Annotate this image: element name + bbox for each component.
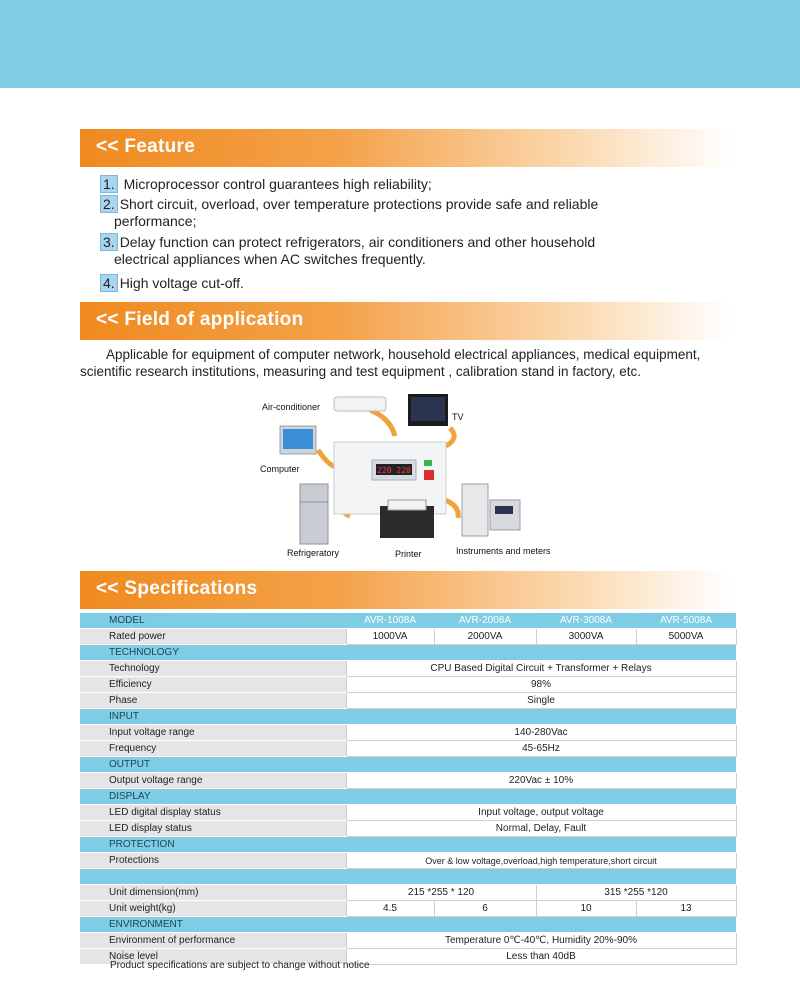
disclaimer-note: Product specifications are subject to change without notice — [110, 960, 370, 971]
printer-icon — [380, 506, 434, 538]
cell-label: LED digital display status — [80, 805, 346, 821]
application-diagram — [250, 388, 570, 568]
cell-label: Environment of performance — [80, 933, 346, 949]
feature-number: 1. — [100, 175, 118, 193]
table-row-rated-power — [80, 629, 736, 645]
cell-value: 4.5 — [346, 901, 434, 917]
label-refrigeratory: Refrigeratory — [287, 548, 340, 558]
label-air-conditioner: Air-conditioner — [262, 402, 321, 412]
cell-value: 5000VA — [636, 629, 736, 645]
feature-text: Microprocessor control guarantees high reliability; — [123, 176, 432, 192]
table-row — [80, 933, 736, 949]
cell-value: Input voltage, output voltage — [346, 805, 736, 821]
air-conditioner-icon — [334, 397, 386, 411]
cell-model: AVR-3008A — [536, 613, 636, 629]
feature-text-cont: electrical appliances when AC switches frequently. — [114, 251, 426, 267]
refrigerator-icon — [300, 484, 328, 544]
feature-item-1 — [100, 176, 432, 193]
specifications-table — [80, 613, 737, 965]
specs-title: << Specifications — [96, 578, 258, 599]
feature-text: Delay function can protect refrigerators, air conditioners and other household — [119, 234, 596, 250]
feature-number: 2. — [100, 195, 118, 213]
table-row — [80, 661, 736, 677]
feature-text: High voltage cut-off. — [119, 275, 244, 291]
cell-model: AVR-1008A — [346, 613, 434, 629]
cell-value: 215 *255 * 120 — [346, 885, 536, 901]
table-row — [80, 773, 736, 789]
application-header — [80, 302, 732, 340]
feature-number: 4. — [100, 274, 118, 292]
cell-label: Unit weight(kg) — [80, 901, 346, 917]
cell-value: 315 *255 *120 — [536, 885, 736, 901]
table-row-section — [80, 757, 736, 773]
cell-value: 3000VA — [536, 629, 636, 645]
cell-section-header: DISPLAY — [80, 789, 736, 805]
cell-value: 13 — [636, 901, 736, 917]
cell-value: 45-65Hz — [346, 741, 736, 757]
cell-value: 2000VA — [434, 629, 536, 645]
cell-value: Less than 40dB — [346, 949, 736, 965]
regulator-display-reading: 220 220 — [377, 466, 411, 475]
cell-label: Output voltage range — [80, 773, 346, 789]
specs-header — [80, 571, 732, 609]
label-tv: TV — [452, 412, 464, 422]
cell-section-header: ENVIRONMENT — [80, 917, 736, 933]
feature-header — [80, 129, 732, 167]
table-row-spacer — [80, 869, 736, 885]
cell-model: AVR-2008A — [434, 613, 536, 629]
table-row — [80, 677, 736, 693]
cell-label: Technology — [80, 661, 346, 677]
feature-item-2 — [100, 196, 598, 230]
cell-label: LED display status — [80, 821, 346, 837]
feature-item-3 — [100, 234, 595, 268]
feature-text-cont: performance; — [114, 213, 197, 229]
table-row-section — [80, 917, 736, 933]
instruments-icon — [462, 484, 488, 536]
cell-section-header: TECHNOLOGY — [80, 645, 736, 661]
table-row-section — [80, 645, 736, 661]
table-row — [80, 901, 736, 917]
cell-label: Efficiency — [80, 677, 346, 693]
label-printer: Printer — [395, 549, 422, 559]
feature-text: Short circuit, overload, over temperature protections provide safe and reliable — [119, 196, 599, 212]
cell-label: Frequency — [80, 741, 346, 757]
feature-title: << Feature — [96, 136, 196, 157]
cell-model: AVR-5008A — [636, 613, 736, 629]
cell-section-header: PROTECTION — [80, 837, 736, 853]
table-row — [80, 885, 736, 901]
table-row — [80, 725, 736, 741]
application-paragraph — [80, 346, 730, 380]
cell-value: 6 — [434, 901, 536, 917]
application-title: << Field of application — [96, 309, 304, 330]
cell-label: Rated power — [80, 629, 346, 645]
cell-value: Normal, Delay, Fault — [346, 821, 736, 837]
cell-label: Input voltage range — [80, 725, 346, 741]
cell-spacer — [80, 869, 736, 885]
arrow-icon — [446, 428, 454, 446]
table-row-model — [80, 613, 736, 629]
cell-value: 220Vac ± 10% — [346, 773, 736, 789]
cell-label: Phase — [80, 693, 346, 709]
table-row — [80, 821, 736, 837]
cell-value: Temperature 0℃-40℃, Humidity 20%-90% — [346, 933, 736, 949]
table-row-section — [80, 709, 736, 725]
application-text: Applicable for equipment of computer network, household electrical appliances, medical equipment, scientific research institutions, measuring and test equipment , calibration stand in factory, etc. — [80, 347, 701, 379]
table-row-section — [80, 789, 736, 805]
table-row — [80, 853, 736, 869]
cell-label: MODEL — [80, 613, 346, 629]
arrow-icon — [445, 500, 458, 518]
cell-value: CPU Based Digital Circuit + Transformer + Relays — [346, 661, 736, 677]
table-row — [80, 805, 736, 821]
cell-section-header: INPUT — [80, 709, 736, 725]
table-row-section — [80, 837, 736, 853]
cell-section-header: OUTPUT — [80, 757, 736, 773]
table-row — [80, 741, 736, 757]
cell-label: Unit dimension(mm) — [80, 885, 346, 901]
arrow-icon — [370, 410, 395, 436]
label-computer: Computer — [260, 464, 300, 474]
feature-number: 3. — [100, 233, 118, 251]
cell-value: 1000VA — [346, 629, 434, 645]
top-banner — [0, 0, 800, 88]
cell-value: 10 — [536, 901, 636, 917]
cell-value: 98% — [346, 677, 736, 693]
cell-value: Over & low voltage,overload,high temperature,short circuit — [346, 853, 736, 869]
application-illustration — [250, 388, 570, 568]
cell-label: Protections — [80, 853, 346, 869]
feature-item-4 — [100, 275, 244, 292]
cell-value: 140-280Vac — [346, 725, 736, 741]
label-instruments: Instruments and meters — [456, 546, 551, 556]
cell-value: Single — [346, 693, 736, 709]
table-row — [80, 693, 736, 709]
cell-label: Noise level — [80, 949, 346, 965]
